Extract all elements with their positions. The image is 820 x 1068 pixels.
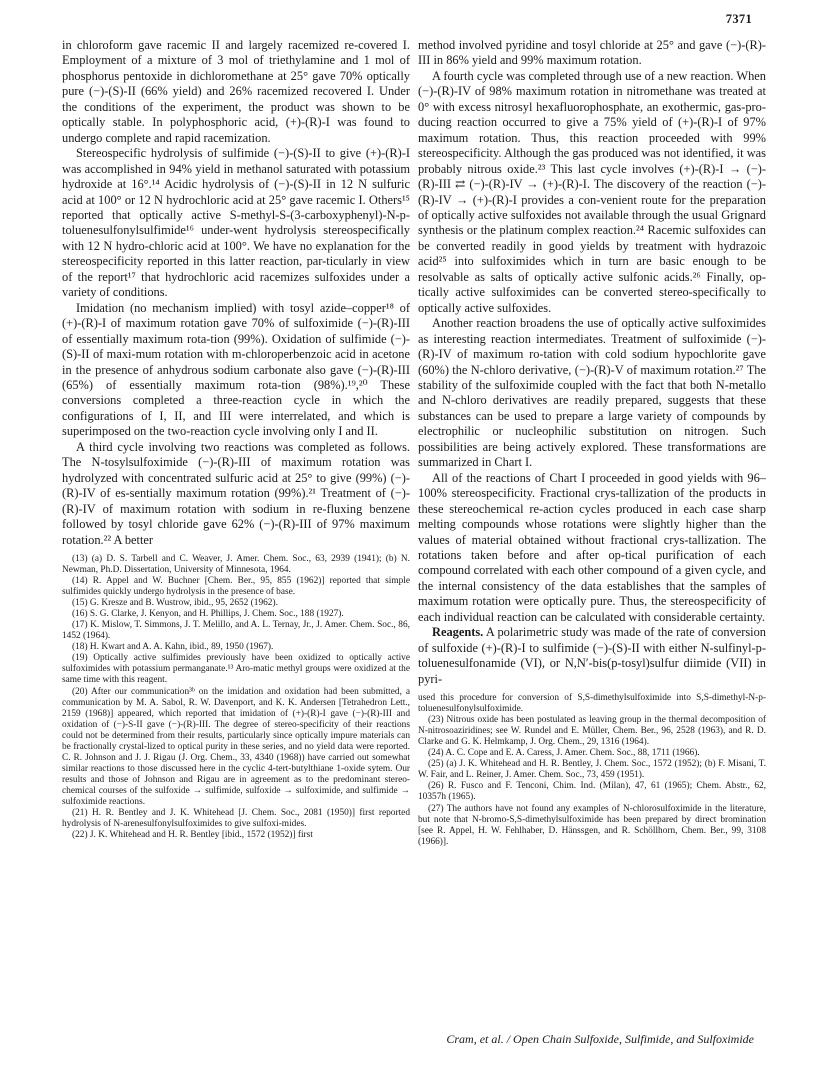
footnotes <box>62 554 410 841</box>
body-paragraph: Stereospecific hydrolysis of sulfimide (−)-(S)-II to give (+)-(R)-I was accomplished in 94% yield in methanol saturated with potassium hydroxide at 16°.¹⁴ Acidic hydrolysis of (−)-(S)-II in 12 N sulfuric acid at 100° or 12 N hydrochloric acid at 25° gave racemic I. Others¹⁵ reported that optically active S-methyl-S-(3-carboxyphenyl)-N-p-toluenesulfonylsulfimide¹⁶ under-went hydrolysis stereospecifically with 12 N hydro-chloric acid at 100°. We have no explanation for the stereospecificity reported in this latter reaction, par-ticularly in view of the report¹⁷ that hydrochloric acid racemizes sulfoxides under a variety of conditions. <box>62 146 410 300</box>
running-footer: Cram, et al. / Open Chain Sulfoxide, Sulfimide, and Sulfoximide <box>446 1032 754 1046</box>
footnote: (23) Nitrous oxide has been postulated as leaving group in the thermal decomposition of N-nitrosoaziridines; see W. Rundel and E. Müller, Chem. Ber., 96, 2528 (1963), and R. D. Clarke and G. K. Helmkamp, J. Org. Chem., 29, 1316 (1964). <box>418 715 766 748</box>
footnote: (15) G. Kresze and B. Wustrow, ibid., 95, 2652 (1962). <box>72 598 278 609</box>
body-paragraph: in chloroform gave racemic II and largely racemized re-covered I. Employment of a mixture of 3 mol of triethylamine and 1 mol of phosphorus pentoxide in dichloromethane at 25° gave 70% optically pure (−)-(S)-II (66% yield) and 26% racemized recovered I. Under the conditions of the experiment, the product was shown to be optically stable. In polyphosphoric acid, (+)-(R)-I was found to undergo complete and rapid racemization. <box>62 38 410 145</box>
footnote: (24) A. C. Cope and E. A. Caress, J. Amer. Chem. Soc., 88, 1711 (1966). <box>428 748 700 759</box>
body-paragraph: method involved pyridine and tosyl chloride at 25° and gave (−)-(R)-III in 86% yield and 99% maximum rotation. <box>418 38 766 68</box>
footnote: used this procedure for conversion of S,S-dimethylsulfoximide into S,S-dimethyl-N-p-toluenesulfonylsulfoximide. <box>418 693 766 715</box>
body-paragraph: A fourth cycle was completed through use of a new reaction. When (−)-(R)-IV of 98% maximum rotation in nitromethane was treated at 0° with excess nitrosyl hexafluorophosphate, an exothermic, gas-pro-ducing reaction occurred to give a 75% yield of (+)-(R)-I of 97% maximum rotation. Thus, this reaction proceeded with 99% stereospecificity. Although the gas produced was not identified, it was probably nitrous oxide.²³ This last cycle involves (+)-(R)-I → (−)-(R)-III ⇄ (−)-(R)-IV → (+)-(R)-I. The discovery of the reaction (−)-(R)-IV → (+)-(R)-I provides a con-venient route for the preparation of optically active sulfoxides not available through the usual Grignard synthesis or the platinum complex reaction.²⁴ Racemic sulfoxides can be converted readily in good yields by treatment with hydrazoic acid²⁵ into sulfoximides which in turn are basic enough to be resolvable as salts of optically active sulfonic acids.²⁶ Finally, op-tically active sulfoximides can be converted stereo-specifically to optically active sulfoxides. <box>418 68 766 315</box>
body-paragraph: Another reaction broadens the use of optically active sulfoximides as interesting reaction intermediates. Treatment of sulfoximide (−)-(R)-IV of maximum ro-tation with cold sodium hypochlorite gave (60%) the N-chloro derivative, (−)-(R)-V of maximum rotation.²⁷ The stability of the sulfoximide coupled with the fact that both N-metallo and N-chloro derivatives are readily prepared, suggests that these substances can be used to prepare a large variety of compounds by electrophilic or nucleophilic substitution on nitrogen. Such possibilities are being actively explored. These transformations are summarized in Chart I. <box>418 316 766 470</box>
footnote: (25) (a) J. K. Whitehead and H. R. Bentley, J. Chem. Soc., 1572 (1952); (b) F. Misani, T. W. Fair, and L. Reiner, J. Amer. Chem. Soc., 73, 459 (1951). <box>418 759 766 781</box>
footnote: (16) S. G. Clarke, J. Kenyon, and H. Phillips, J. Chem. Soc., 188 (1927). <box>72 609 344 620</box>
footnote: (20) After our communication³ᵇ on the imidation and oxidation had been submitted, a communication by M. A. Sabol, R. W. Davenport, and K. K. Andersen [Tetrahedron Lett., 2159 (1968)] appeared, which reported that imidation of (+)-(R)-I gave (−)-(R)-III and oxidation of (−)-S-II gave (−)-(R)-III. The degree of stereo-specificity of their reactions could not be determined from their results, particularly since optically impure materials can be fractionally crystal-lized to optical purity in these series, and no yield data were reported. C. R. Johnson and J. J. Rigau (J. Org. Chem., 33, 4340 (1968)) have carried out somewhat similar reactions to those discussed here in the cyclic 4-tert-butylthiane 1-oxide sytem. Our results and those of Johnson and Rigau are in agreement as to the predominant stereo-chemical courses of the sulfoxide → sulfimide, sulfoxide → sulfoximide, and sulfimide → sulfoximide reactions. <box>62 686 410 807</box>
section-run-in-heading: Reagents. <box>432 625 484 640</box>
footnote: (17) K. Mislow, T. Simmons, J. T. Melillo, and A. L. Ternay, Jr., J. Amer. Chem. Soc., 86, 1452 (1964). <box>62 620 410 642</box>
footnote: (14) R. Appel and W. Buchner [Chem. Ber., 95, 855 (1962)] reported that simple sulfimides quickly undergo hydrolysis in the presence of base. <box>62 576 410 598</box>
body-paragraph: Imidation (no mechanism implied) with tosyl azide–copper¹⁸ of (+)-(R)-I of maximum rotation gave 70% of sulfoximide (−)-(R)-III of essentially maximum rota-tion (99%). Oxidation of sulfimide (−)-(S)-II of maxi-mum rotation with m-chloroperbenzoic acid in acetone in the presence of anhydrous sodium carbonate also gave (−)-(R)-III (65%) of essentially maximum rota-tion (98%).¹⁹,²⁰ These conversions completed a three-reaction cycle in which the configurations of I, II, and III were interrelated, and which is superimposed on the two-reaction cycle involving only I and II. <box>62 300 410 439</box>
body-paragraph: A third cycle involving two reactions was completed as follows. The N-tosylsulfoximide (−)-(R)-III of maximum rotation was hydrolyzed with concentrated sulfuric acid at 25° to give (99%) (−)-(R)-IV of es-sentially maximum rotation (99%).²¹ Treatment of (−)-(R)-IV of maximum rotation with sodium in re-fluxing benzene followed by tosyl chloride gave 62% (−)-(R)-III of 97% maximum rotation.²² A better <box>62 439 410 547</box>
footnote: (27) The authors have not found any examples of N-chlorosulfoximide in the literature, but note that N-bromo-S,S-dimethylsulfoximide has been prepared by direct bromination [see R. Appel, H. W. Fehlhaber, D. Hänssgen, and R. Schöllhorn, Chem. Ber., 99, 3108 (1966)]. <box>418 803 766 847</box>
footnote: (21) H. R. Bentley and J. K. Whitehead [J. Chem. Soc., 2081 (1950)] first reported hydrolysis of N-arenesulfonylsulfoximides to give sulfoxi-mides. <box>62 808 410 830</box>
footnote: (18) H. Kwart and A. A. Kahn, ibid., 89, 1950 (1967). <box>72 642 274 653</box>
page-number: 7371 <box>725 12 752 26</box>
reagents-paragraph <box>418 625 766 687</box>
footnote: (13) (a) D. S. Tarbell and C. Weaver, J. Amer. Chem. Soc., 63, 2939 (1941); (b) N. Newman, Ph.D. Dissertation, University of Minnesota, 1964. <box>62 553 410 575</box>
footnote: (19) Optically active sulfimides previously have been oxidized to optically active sulfoximides with potassium permanganate.¹³ Aro-matic methyl groups were oxidized at the same time with this reagent. <box>62 653 410 686</box>
reagents-text: A polarimetric study was made of the rate of conversion of sulfoxide (+)-(R)-I to sulfimide (−)-(S)-II with either N-sulfinyl-p-toluenesulfonamide (VI), or N,N′-bis(p-tosyl)sulfur diimide (VII) in pyri- <box>418 625 766 686</box>
footnote: (22) J. K. Whitehead and H. R. Bentley [ibid., 1572 (1952)] first <box>72 830 313 841</box>
left-column <box>62 38 410 841</box>
body-paragraph: All of the reactions of Chart I proceeded in good yields with 96–100% stereospecificity. Fractional crys-tallization of the products in these stereochemical re-action cycles produced in each case sharp melting compounds whose rotations were slightly higher than the values of material obtained without fractional crys-tallization. The rotations taken before and after op-tical purification of each compound correlated with each other compound of a given cycle, and the internal consistency of the data establishes that the samples of maximum rotation were optically pure. Thus, the stereospecificity of each individual reaction can be calculated with considerable certainty. <box>418 470 766 624</box>
right-column <box>418 38 766 848</box>
footnote: (26) R. Fusco and F. Tenconi, Chim. Ind. (Milan), 47, 61 (1965); Chem. Abstr., 62, 10357h (1965). <box>418 781 766 803</box>
footnotes <box>418 693 766 848</box>
